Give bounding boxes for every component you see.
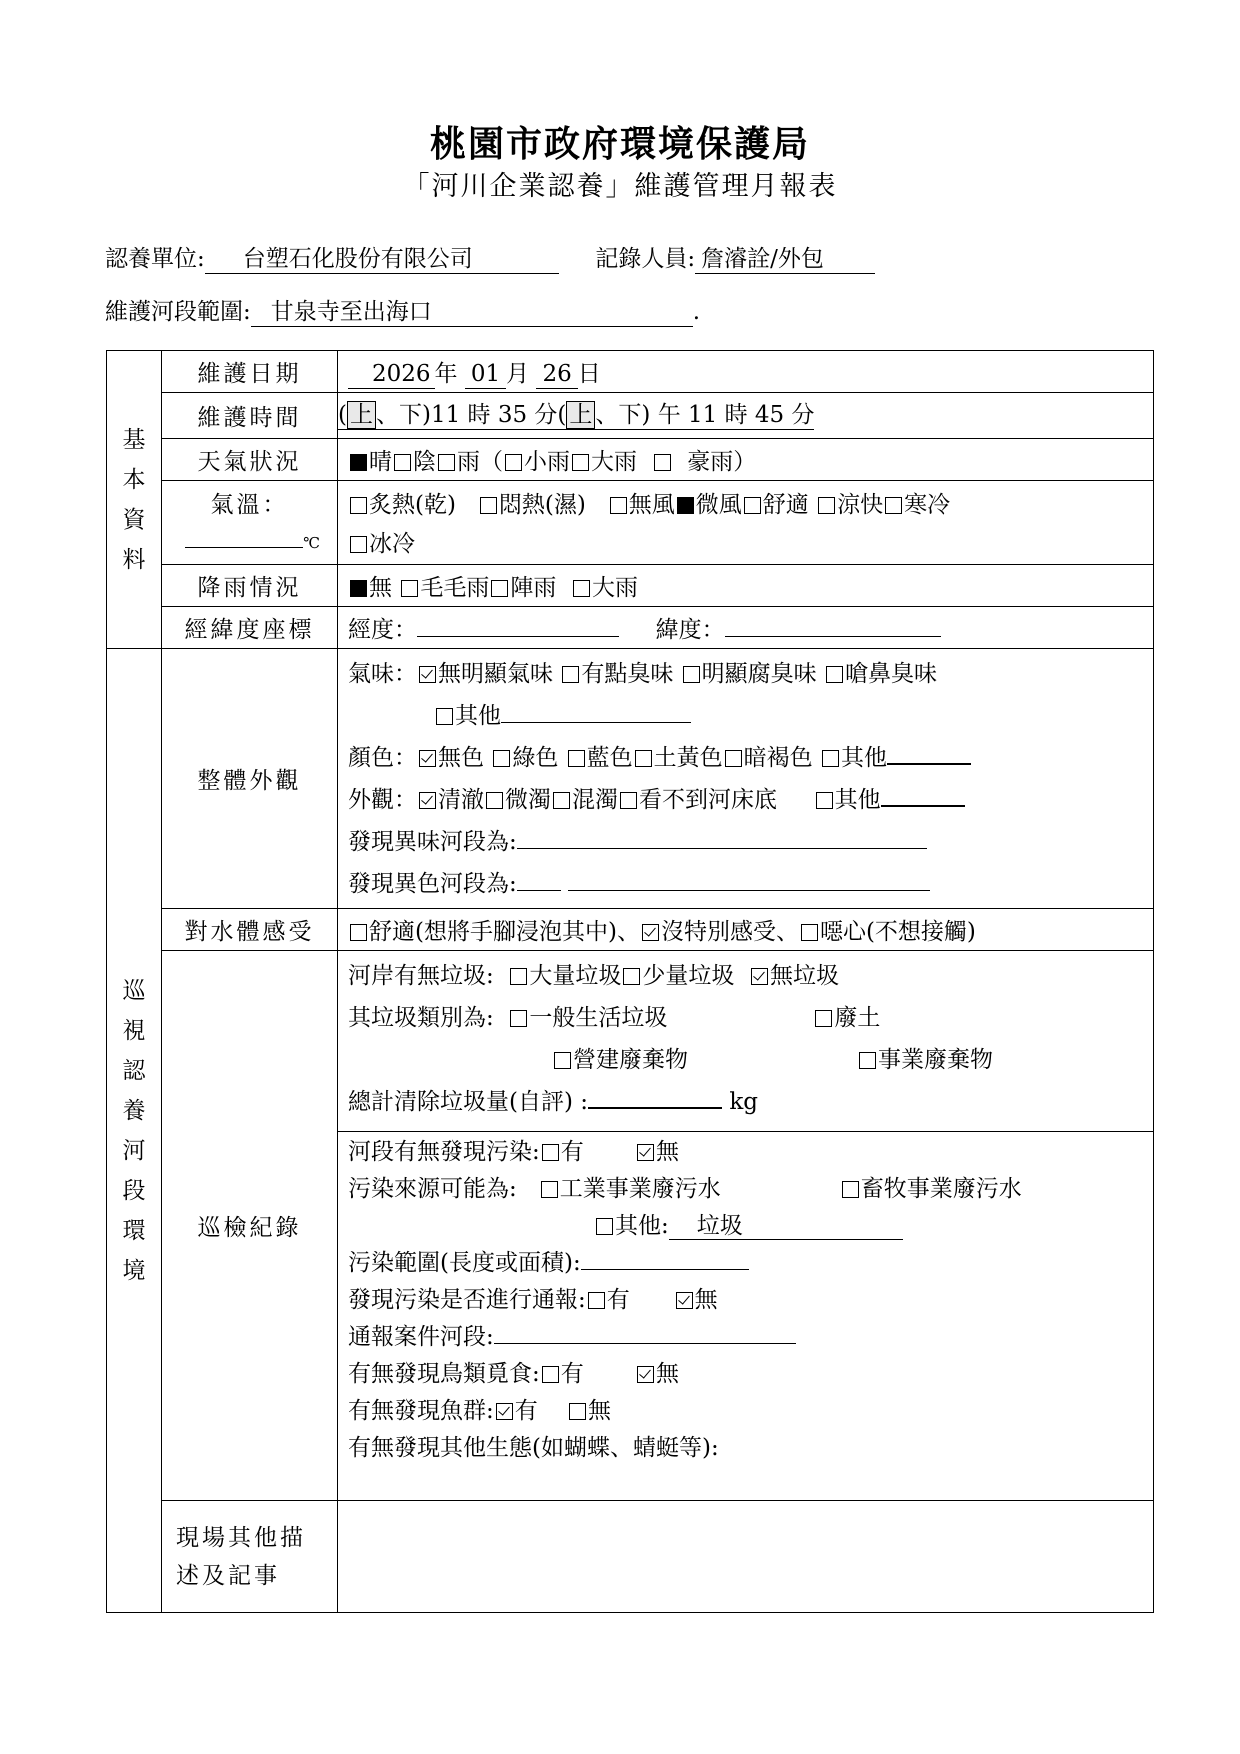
checkbox-smell-slight[interactable] [562, 666, 579, 683]
patrol-value: 河岸有無垃圾: 大量垃圾 少量垃圾 無垃圾 其垃圾類別為: 一般生活垃圾 廢土 營建廢棄物 事業廢棄物 總計清除垃圾量(自評) : kg 河段有無發現污染: 有 無 污染來源可能為: 工業事業廢污水 畜牧事業廢污水 其他: 垃圾 污染範圍(長度或面積): 發現污染是否進行通報: 有 無 通報案件河段: 有無發現鳥類覓食: 有 無 有無發現魚群: 有 無 有無發現其他生態(如蝴蝶、蜻蜓等): [338, 951, 1154, 1501]
checkbox-type-life[interactable] [510, 1010, 527, 1027]
time-end-am[interactable]: 上 [566, 401, 595, 429]
checkbox-feel-comfy[interactable] [350, 924, 367, 941]
unit-value[interactable]: 台塑石化股份有限公司 [205, 245, 559, 274]
checkbox-comfy[interactable] [744, 497, 761, 514]
checkbox-type-construct[interactable] [554, 1052, 571, 1069]
notes-label: 現場其他描 述及記事 [162, 1501, 338, 1613]
pollution-range-input[interactable] [581, 1247, 749, 1270]
checkbox-smell-other[interactable] [436, 708, 453, 725]
checkbox-color-blue[interactable] [568, 750, 585, 767]
feeling-label: 對水體感受 [162, 909, 338, 951]
appearance-label: 整體外觀 [162, 649, 338, 909]
checkbox-fish-yes[interactable] [496, 1403, 513, 1420]
report-form [106, 350, 1154, 1613]
time-start-am[interactable]: 上 [347, 401, 376, 429]
recorder-value[interactable]: 詹濬詮/外包 [695, 245, 875, 274]
checkbox-no-wind[interactable] [610, 497, 627, 514]
trash-total-input[interactable] [588, 1085, 722, 1109]
checkbox-look-other[interactable] [816, 792, 833, 809]
time-end[interactable]: 、下) 午 11 時 45 分 [595, 402, 815, 428]
checkbox-freezing[interactable] [350, 536, 367, 553]
eco-question: 有無發現其他生態(如蝴蝶、蜻蜓等): [348, 1435, 719, 1461]
range-value[interactable]: 甘泉寺至出海口 [251, 298, 693, 327]
checkbox-bird-no[interactable] [637, 1366, 654, 1383]
document-title: 桃園市政府環境保護局 [429, 123, 810, 165]
notes-value[interactable] [338, 1501, 1154, 1613]
section-basic [107, 351, 162, 649]
range-end: . [692, 299, 701, 325]
weather-label: 天氣狀況 [162, 439, 338, 481]
checkbox-smell-rotten[interactable] [683, 666, 700, 683]
checkbox-trash-few[interactable] [623, 968, 640, 985]
checkbox-light-rain[interactable] [505, 454, 522, 471]
checkbox-shower[interactable] [491, 580, 508, 597]
checkbox-trash-none[interactable] [751, 968, 768, 985]
checkbox-cloudy[interactable] [394, 454, 411, 471]
time-label: 維護時間 [162, 393, 338, 439]
checkbox-rain[interactable] [438, 454, 455, 471]
checkbox-color-green[interactable] [493, 750, 510, 767]
checkbox-report-no[interactable] [676, 1292, 693, 1309]
source-other-value[interactable]: 垃圾 [669, 1213, 903, 1240]
color-section-input-b[interactable] [568, 868, 930, 891]
color-section-input-a[interactable] [517, 868, 561, 891]
checkbox-bird-yes[interactable] [542, 1366, 559, 1383]
time-start[interactable]: 、下)11 時 35 分( [375, 402, 567, 428]
temp-unit: ℃ [303, 533, 323, 552]
temp-label: 氣溫： [210, 491, 289, 518]
checkbox-pollution-no[interactable] [637, 1144, 654, 1161]
date-label: 維護日期 [162, 351, 338, 393]
checkbox-source-other[interactable] [596, 1218, 613, 1235]
checkbox-pollution-yes[interactable] [542, 1144, 559, 1161]
checkbox-breeze[interactable] [677, 497, 694, 514]
checkbox-trash-lots[interactable] [510, 968, 527, 985]
rain-value: 無 毛毛雨 陣雨 大雨 [338, 565, 1154, 607]
date-day[interactable]: 26 [536, 360, 577, 389]
time-line: ( 上 、下)11 時 35 分( 上 、下) 午 11 時 45 分 [338, 402, 815, 428]
weather-value: 晴 陰 雨（ 小雨 大雨 豪雨） [338, 439, 1154, 481]
checkbox-type-business[interactable] [859, 1052, 876, 1069]
feeling-value: 舒適(想將手腳浸泡其中)、 沒特別感受、 噁心(不想接觸) [338, 909, 1154, 951]
checkbox-rain-none[interactable] [350, 580, 367, 597]
header-unit-row [105, 240, 875, 274]
header-range-row [105, 293, 700, 327]
time-value [338, 393, 1154, 439]
section-patrol-label: 巡 視 認 養 河 段 環 境 [122, 977, 146, 1284]
checkbox-look-slight[interactable] [486, 792, 503, 809]
odor-section-input[interactable] [517, 826, 927, 849]
recorder-label: 記錄人員: [595, 246, 696, 272]
date-year[interactable]: 2026 [348, 360, 435, 389]
section-patrol [107, 649, 162, 1613]
smell-other-input[interactable] [501, 700, 691, 723]
checkbox-hot-dry[interactable] [350, 497, 367, 514]
longitude-input[interactable] [417, 614, 619, 637]
checkbox-storm[interactable] [654, 454, 671, 471]
checkbox-color-brown[interactable] [725, 750, 742, 767]
checkbox-color-other[interactable] [822, 750, 839, 767]
checkbox-cool[interactable] [818, 497, 835, 514]
checkbox-smell-pungent[interactable] [826, 666, 843, 683]
section-basic-label: 基 本 資 料 [122, 426, 146, 573]
patrol-label: 巡檢紀錄 [162, 951, 338, 1501]
latitude-input[interactable] [725, 614, 941, 637]
appearance-value: 氣味： 無明顯氣味 有點臭味 明顯腐臭味 嗆鼻臭味 其他 顏色： 無色 綠色 藍色 土黃色 暗褐色 其他 外觀： 清澈 微濁 混濁 看不到河床底 其他 發現異味河段為: 發現異色河段為: [338, 649, 1154, 909]
checkbox-type-soil[interactable] [815, 1010, 832, 1027]
document-subtitle: 「河川企業認養」維護管理月報表 [402, 171, 838, 202]
rain-label: 降雨情況 [162, 565, 338, 607]
checkbox-smell-none[interactable] [419, 666, 436, 683]
checkbox-feel-disgust[interactable] [801, 924, 818, 941]
checkbox-drizzle[interactable] [401, 580, 418, 597]
checkbox-report-yes[interactable] [588, 1292, 605, 1309]
checkbox-rain-heavy[interactable] [573, 580, 590, 597]
temp-label-cell [162, 481, 338, 565]
checkbox-hot-humid[interactable] [480, 497, 497, 514]
checkbox-source-livestock[interactable] [842, 1181, 859, 1198]
look-other-input[interactable] [881, 783, 965, 807]
coords-label: 經緯度座標 [162, 607, 338, 649]
checkbox-source-industrial[interactable] [541, 1181, 558, 1198]
checkbox-heavy-rain[interactable] [572, 454, 589, 471]
checkbox-color-yellow[interactable] [635, 750, 652, 767]
checkbox-look-turbid[interactable] [553, 792, 570, 809]
coords-value: 經度： 緯度： [338, 607, 1154, 649]
checkbox-feel-nothing[interactable] [642, 924, 659, 941]
unit-label: 認養單位: [105, 246, 205, 272]
checkbox-sunny[interactable] [350, 454, 367, 471]
date-month[interactable]: 01 [465, 360, 506, 389]
checkbox-look-nobed[interactable] [620, 792, 637, 809]
range-label: 維護河段範圍: [105, 299, 251, 325]
checkbox-look-clear[interactable] [419, 792, 436, 809]
case-section-input[interactable] [494, 1321, 796, 1344]
date-value: 2026 年 01 月 26 日 [338, 351, 1154, 393]
checkbox-color-none[interactable] [419, 750, 436, 767]
temp-value: 炙熱(乾) 悶熱(濕) 無風 微風 舒適 涼快 寒冷 冰冷 [338, 481, 1154, 565]
checkbox-fish-no[interactable] [569, 1403, 586, 1420]
checkbox-cold[interactable] [885, 497, 902, 514]
temp-input[interactable] [185, 533, 303, 548]
color-other-input[interactable] [887, 741, 971, 765]
